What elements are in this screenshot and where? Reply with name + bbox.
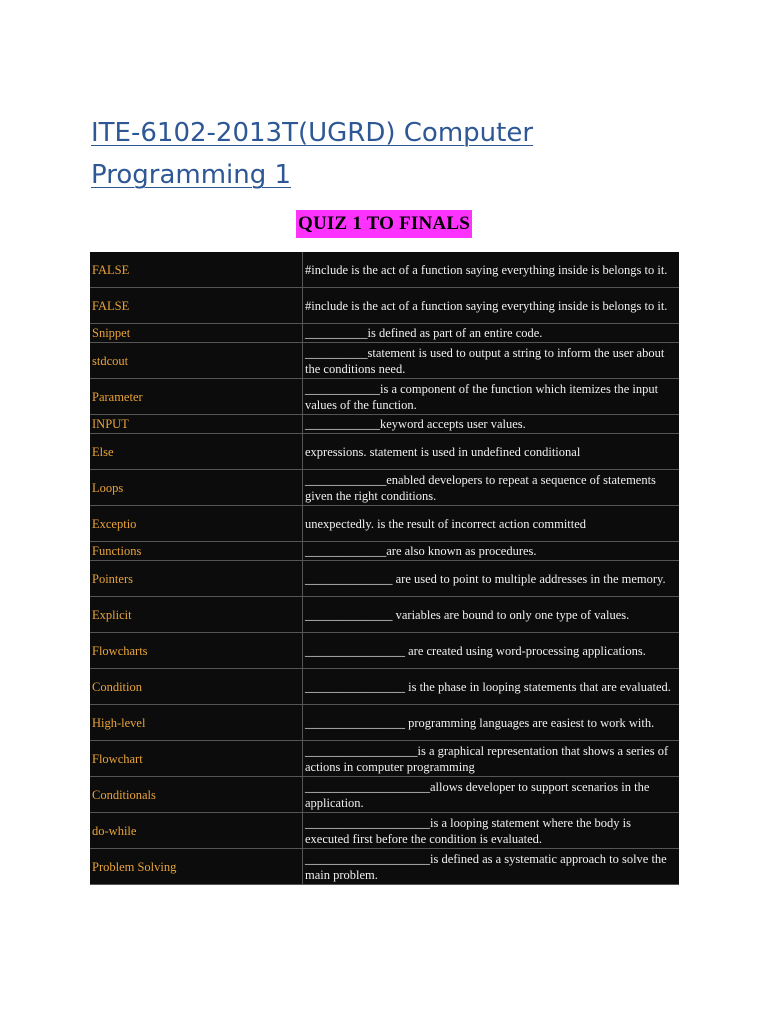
question-cell: ______________ variables are bound to only one type of values. (303, 597, 680, 633)
answer-cell: Explicit (90, 597, 303, 633)
question-cell: expressions. statement is used in undefined conditional (303, 434, 680, 470)
table-row (90, 669, 679, 705)
table-row (90, 542, 679, 561)
table-row (90, 252, 679, 288)
quiz-heading (0, 210, 768, 238)
document-title[interactable] (91, 112, 651, 196)
table-row (90, 741, 679, 777)
title-line-2[interactable]: Programming 1 (91, 160, 292, 190)
table-row (90, 849, 679, 885)
answer-cell: FALSE (90, 252, 303, 288)
table-row (90, 506, 679, 542)
table-row (90, 434, 679, 470)
answer-cell: Parameter (90, 379, 303, 415)
answer-cell: Loops (90, 470, 303, 506)
answer-cell: Conditionals (90, 777, 303, 813)
table-row (90, 633, 679, 669)
table-row (90, 777, 679, 813)
answer-cell: Pointers (90, 561, 303, 597)
answer-cell: Exceptio (90, 506, 303, 542)
question-cell: unexpectedly. is the result of incorrect action committed (303, 506, 680, 542)
question-cell: ________________ is the phase in looping statements that are evaluated. (303, 669, 680, 705)
table-row (90, 705, 679, 741)
question-cell: __________is defined as part of an entire code. (303, 324, 680, 343)
answer-cell: Snippet (90, 324, 303, 343)
question-cell: __________statement is used to output a string to inform the user about the conditions need. (303, 343, 680, 379)
answer-cell: INPUT (90, 415, 303, 434)
answer-cell: Condition (90, 669, 303, 705)
question-cell: _____________enabled developers to repeat a sequence of statements given the right conditions. (303, 470, 680, 506)
table-row (90, 470, 679, 506)
table-row (90, 379, 679, 415)
table-row (90, 561, 679, 597)
answer-cell: High-level (90, 705, 303, 741)
table-row (90, 324, 679, 343)
answer-cell: stdcout (90, 343, 303, 379)
table-row (90, 813, 679, 849)
answer-cell: Problem Solving (90, 849, 303, 885)
answer-table (90, 252, 679, 885)
table-row (90, 597, 679, 633)
question-cell: _____________are also known as procedures. (303, 542, 680, 561)
answer-cell: do-while (90, 813, 303, 849)
question-cell: ______________ are used to point to multiple addresses in the memory. (303, 561, 680, 597)
question-cell: ____________________allows developer to support scenarios in the application. (303, 777, 680, 813)
title-line-1[interactable]: ITE-6102-2013T(UGRD) Computer (91, 118, 534, 148)
question-cell: #include is the act of a function saying everything inside is belongs to it. (303, 288, 680, 324)
answer-cell: Flowchart (90, 741, 303, 777)
answer-cell: Flowcharts (90, 633, 303, 669)
quiz-label: QUIZ 1 TO FINALS (296, 210, 472, 238)
question-cell: __________________is a graphical representation that shows a series of actions in computer programming (303, 741, 680, 777)
table-row (90, 288, 679, 324)
question-cell: ________________ are created using word-processing applications. (303, 633, 680, 669)
question-cell: ____________keyword accepts user values. (303, 415, 680, 434)
answer-cell: Else (90, 434, 303, 470)
question-cell: ____________is a component of the function which itemizes the input values of the function. (303, 379, 680, 415)
question-cell: ____________________is defined as a systematic approach to solve the main problem. (303, 849, 680, 885)
question-cell: ________________ programming languages are easiest to work with. (303, 705, 680, 741)
table-row (90, 343, 679, 379)
answer-cell: FALSE (90, 288, 303, 324)
question-cell: #include is the act of a function saying everything inside is belongs to it. (303, 252, 680, 288)
answer-cell: Functions (90, 542, 303, 561)
table-row (90, 415, 679, 434)
question-cell: ____________________is a looping statement where the body is executed first before the condition is evaluated. (303, 813, 680, 849)
